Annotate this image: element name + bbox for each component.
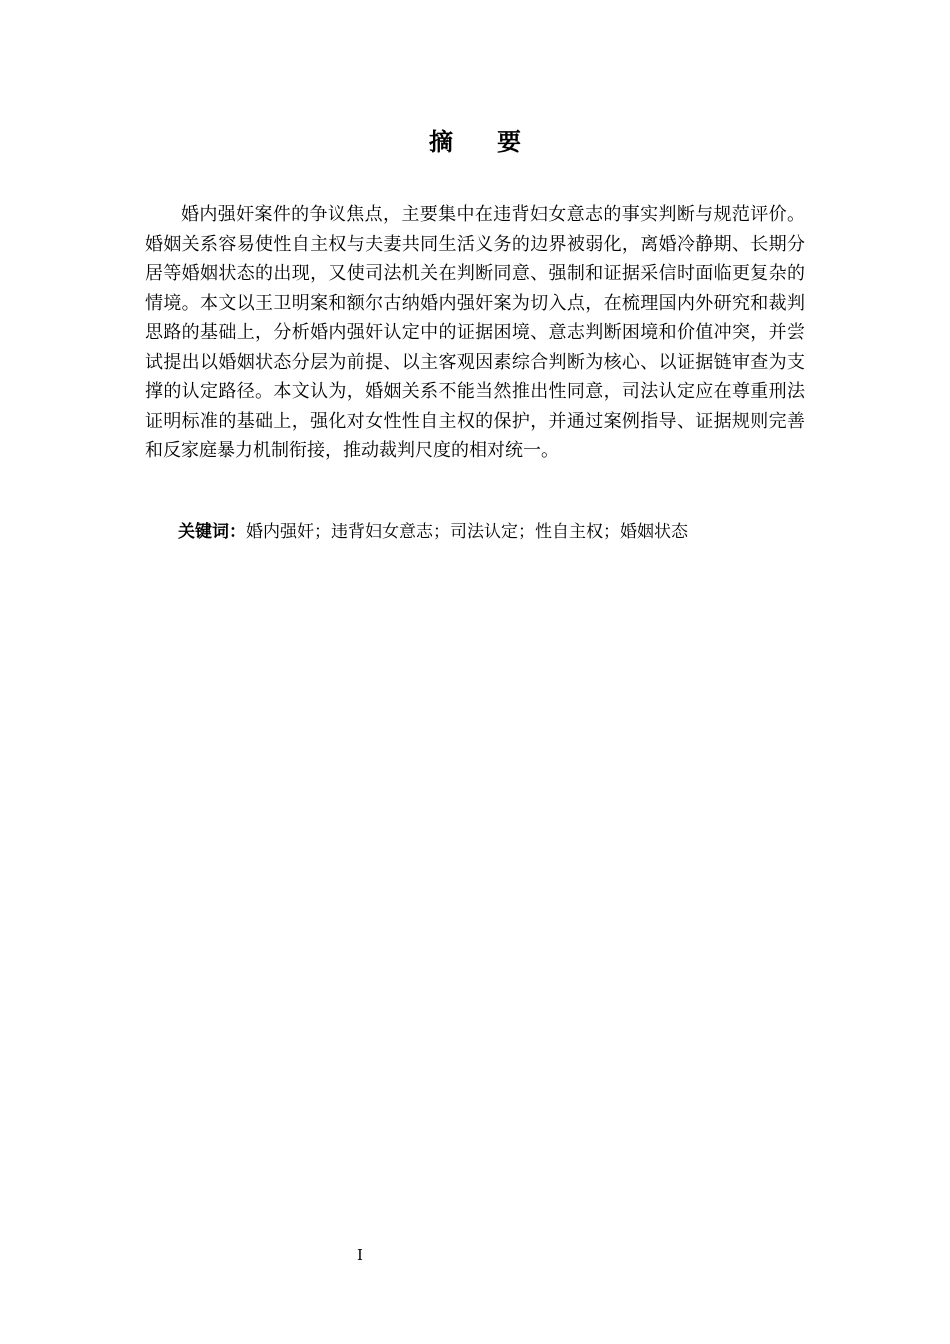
keywords-text: 婚内强奸；违背妇女意志；司法认定；性自主权；婚姻状态: [246, 522, 688, 542]
abstract-paragraph: 婚内强奸案件的争议焦点，主要集中在违背妇女意志的事实判断与规范评价。婚姻关系容易使性自主权与夫妻共同生活义务的边界被弱化，离婚冷静期、长期分居等婚姻状态的出现，又使司法机关在判断同意、强制和证据采信时面临更复杂的情境。本文以王卫明案和额尔古纳婚内强奸案为切入点，在梳理国内外研究和裁判思路的基础上，分析婚内强奸认定中的证据困境、意志判断困境和价值冲突，并尝试提出以婚姻状态分层为前提、以主客观因素综合判断为核心、以证据链审查为支撑的认定路径。本文认为，婚姻关系不能当然推出性同意，司法认定应在尊重刑法证明标准的基础上，强化对女性性自主权的保护，并通过案例指导、证据规则完善和反家庭暴力机制衔接，推动裁判尺度的相对统一。: [145, 204, 805, 461]
keywords-label: 关键词：: [178, 522, 246, 542]
keywords-line: [178, 518, 798, 547]
page-title: 摘要: [429, 128, 565, 156]
page-number: I: [357, 1246, 363, 1264]
